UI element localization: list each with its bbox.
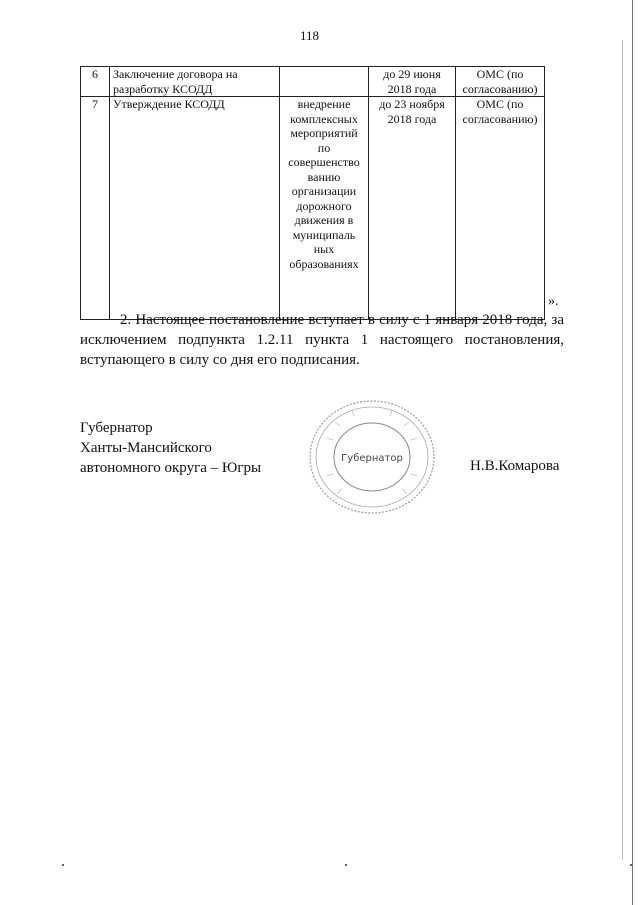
margin-rule — [622, 40, 623, 860]
deadline-line: 2018 года — [387, 81, 437, 96]
result-cell — [280, 67, 369, 97]
result-line: ных — [313, 242, 335, 256]
table-row — [81, 67, 545, 97]
page-edge-rule — [632, 0, 633, 905]
signatory-title-line: Ханты-Мансийского — [80, 440, 212, 456]
measures-table — [80, 66, 545, 320]
signatory-title-line: автономного округа – Югры — [80, 460, 262, 476]
result-line: дорожного — [296, 198, 352, 213]
result-line: движения в — [294, 213, 354, 227]
result-line: организации — [291, 184, 357, 198]
executor-line: ОМС (по — [476, 97, 524, 111]
executor-cell — [456, 97, 545, 320]
official-seal-stamp — [307, 398, 437, 516]
table-row — [81, 97, 545, 320]
action-cell: Заключение договора на разработку КСОДД — [110, 67, 280, 97]
result-line: муниципаль — [292, 227, 356, 242]
deadline-line: до 29 июня — [383, 67, 441, 81]
row-number: 7 — [81, 97, 110, 320]
deadline-cell — [369, 67, 456, 97]
executor-line: согласованию) — [462, 81, 538, 96]
row-number: 6 — [81, 67, 110, 97]
deadline-line: до 23 ноября — [379, 97, 445, 111]
executor-line: согласованию) — [462, 111, 538, 126]
clause-2-paragraph: 2. Настоящее постановление вступает в силу с 1 января 2018 года, за исключением подпункта 1.2.11 пункта 1 настоящего постановления, вступающего в силу со дня его подписания. — [80, 312, 564, 368]
executor-line: ОМС (по — [476, 67, 524, 81]
result-line: совершенство — [288, 155, 360, 169]
result-line: внедрение — [297, 97, 351, 111]
result-cell — [280, 97, 369, 320]
result-line: по — [317, 140, 331, 155]
result-line: мероприятий — [290, 126, 358, 140]
result-line: комплексных — [290, 111, 358, 126]
scan-speck — [630, 864, 632, 866]
signatory-title-line: Губернатор — [80, 420, 153, 436]
signatory-name: Н.В.Комарова — [470, 458, 560, 474]
result-line: ванию — [307, 169, 341, 184]
scan-speck — [62, 864, 64, 866]
signatory-title — [80, 418, 261, 478]
page-number: 118 — [300, 28, 320, 43]
deadline-line: 2018 года — [387, 111, 437, 126]
closing-quote: ». — [548, 294, 559, 309]
scan-speck — [345, 864, 347, 866]
action-cell: Утверждение КСОДД — [110, 97, 280, 320]
result-line: образованиях — [289, 256, 359, 271]
deadline-cell — [369, 97, 456, 320]
seal-caption: Губернатор — [341, 453, 403, 464]
executor-cell — [456, 67, 545, 97]
